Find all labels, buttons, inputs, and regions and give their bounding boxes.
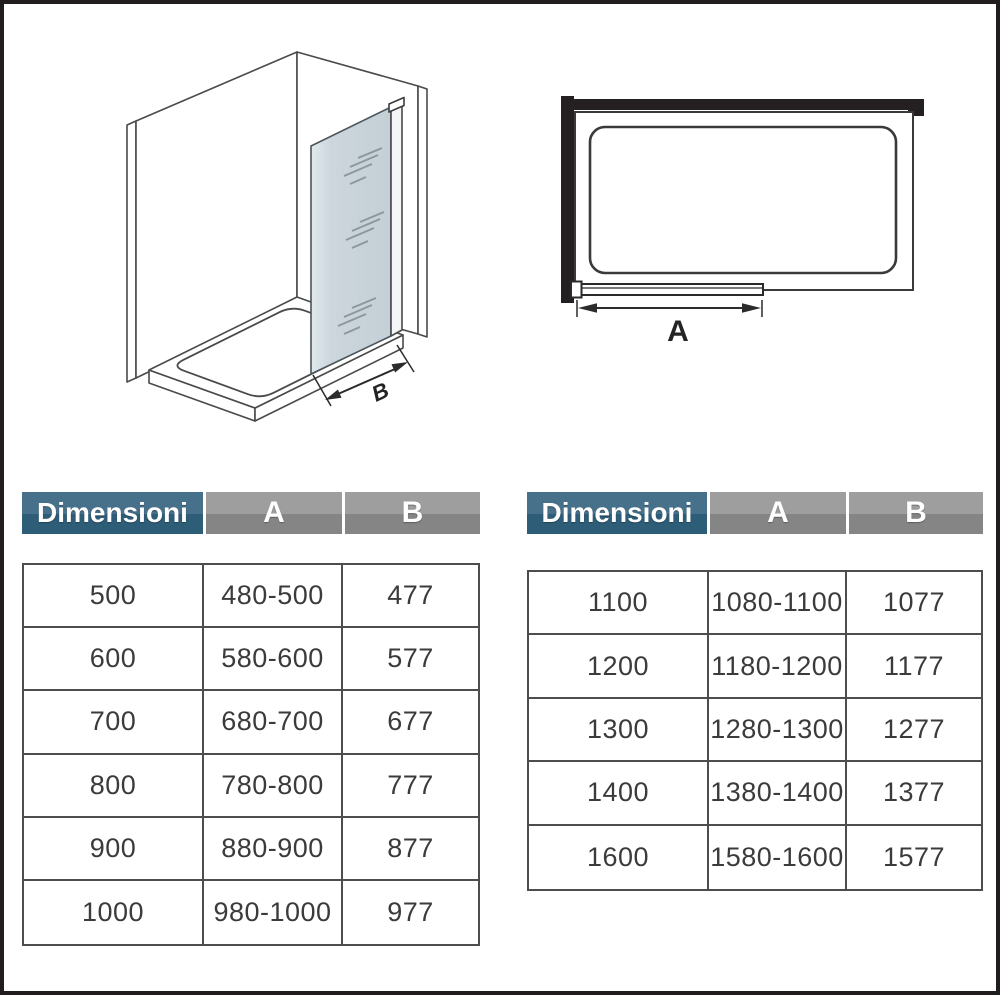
cell-b: 677 xyxy=(343,691,478,754)
iso-dimension-label: B xyxy=(367,377,393,407)
cell-size: 800 xyxy=(24,755,204,818)
left-header-a: A xyxy=(206,492,342,534)
arrowhead-right xyxy=(392,362,409,373)
cell-a: 880-900 xyxy=(204,818,343,881)
cell-size: 1000 xyxy=(24,881,204,944)
right-table-header xyxy=(527,492,983,534)
plan-tray-inner xyxy=(590,127,896,273)
right-dimensions-table xyxy=(527,570,983,891)
iso-left-wall-edge xyxy=(127,121,136,382)
diagrams-canvas xyxy=(0,0,1000,470)
arrowhead-left xyxy=(578,303,597,313)
plan-wall-top xyxy=(566,99,924,110)
plan-dimension-label: A xyxy=(667,315,689,348)
arrowhead-left xyxy=(325,390,342,401)
iso-view xyxy=(127,52,427,421)
cell-b: 877 xyxy=(343,818,478,881)
cell-a: 1580-1600 xyxy=(709,826,847,889)
right-header-a: A xyxy=(710,492,846,534)
cell-a: 480-500 xyxy=(204,565,343,628)
cell-a: 1380-1400 xyxy=(709,762,847,825)
cell-size: 600 xyxy=(24,628,204,691)
cell-a: 1280-1300 xyxy=(709,699,847,762)
cell-b: 977 xyxy=(387,896,434,927)
cell-size: 900 xyxy=(24,818,204,881)
cell-b: 477 xyxy=(343,565,478,628)
cell-size: 1300 xyxy=(529,699,709,762)
cell-size: 700 xyxy=(24,691,204,754)
cell-size: 500 xyxy=(24,565,204,628)
right-header-dimension: Dimensioni xyxy=(527,492,707,534)
plan-wall-profile-cap xyxy=(571,282,582,298)
right-header-b: B xyxy=(849,492,983,534)
cell-a: 1080-1100 xyxy=(709,572,847,635)
cell-size: 1200 xyxy=(529,635,709,698)
cell-b: 1077 xyxy=(847,572,981,635)
cell-size: 1400 xyxy=(529,762,709,825)
iso-glass-panel xyxy=(311,107,391,374)
cell-a: 780-800 xyxy=(204,755,343,818)
cell-b: 1377 xyxy=(847,762,981,825)
plan-view xyxy=(561,96,924,348)
plan-wall-left xyxy=(561,96,574,303)
cell-a: 980-1000 xyxy=(204,881,343,944)
cell-a: 580-600 xyxy=(204,628,343,691)
cell-b: 1577 xyxy=(882,841,946,872)
cell-b: 577 xyxy=(343,628,478,691)
left-table-header xyxy=(22,492,480,534)
cell-size: 1100 xyxy=(529,572,709,635)
left-header-b: B xyxy=(345,492,480,534)
cell-a: 680-700 xyxy=(204,691,343,754)
cell-b: 777 xyxy=(343,755,478,818)
cell-b: 1277 xyxy=(847,699,981,762)
iso-wall-profile xyxy=(391,102,402,336)
arrowhead-right xyxy=(742,303,761,313)
cell-a: 1180-1200 xyxy=(709,635,847,698)
plan-glass-panel xyxy=(571,282,763,298)
iso-right-wall-edge xyxy=(418,86,427,337)
cell-b: 1177 xyxy=(847,635,981,698)
left-header-dimension: Dimensioni xyxy=(22,492,203,534)
left-dimensions-table xyxy=(22,563,480,946)
cell-size: 1600 xyxy=(529,826,709,889)
